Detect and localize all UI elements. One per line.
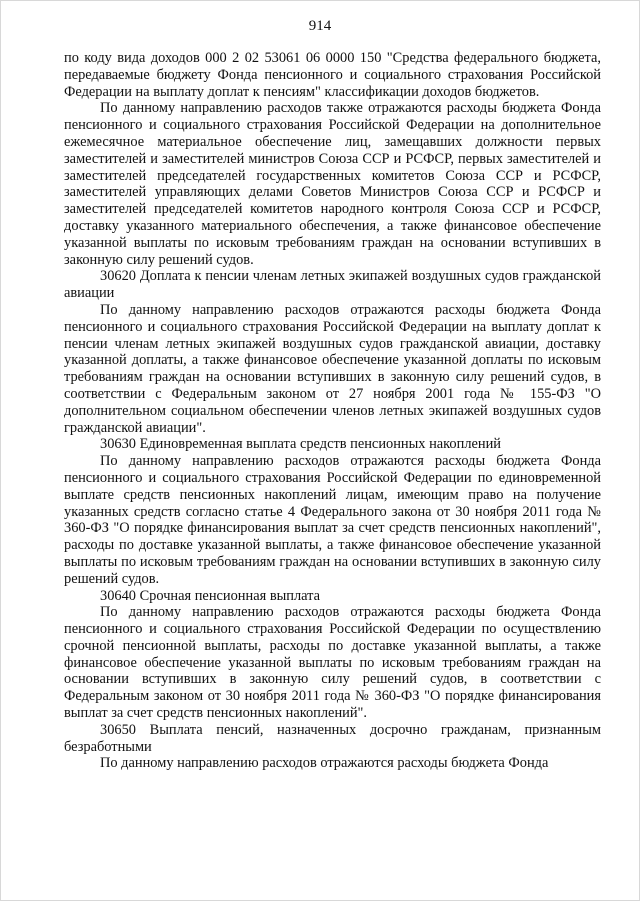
paragraph-30620-description: По данному направлению расходов отражаются расходы бюджета Фонда пенсионного и социального страхования Российской Федерации на выплату доплат к пенсии членам летных экипажей воздушных судов гражданской авиации, доставку указанной доплаты, а также финансовое обеспечение указанной доплаты по исковым требованиям граждан на основании вступивших в законную силу решений судов, в соответствии с Федеральным законом от 27 ноября 2001 года № 155-ФЗ "О дополнительном социальном обеспечении членов летных экипажей воздушных судов гражданской авиации".	[64, 301, 601, 436]
paragraph-30630-description: По данному направлению расходов отражаются расходы бюджета Фонда пенсионного и социального страхования Российской Федерации по единовременной выплате средств пенсионных накоплений лицам, имеющим право на получение указанных средств согласно статье 4 Федерального закона от 30 ноября 2011 года № 360-ФЗ "О порядке финансирования выплат за счет средств пенсионных накоплений", расходы по доставке указанной выплаты, а также финансовое обеспечение указанной выплаты по исковым требованиям граждан на основании вступивших в законную силу решений судов.	[64, 453, 601, 587]
paragraph-additional-expenses: По данному направлению расходов также отражаются расходы бюджета Фонда пенсионного и социального страхования Российской Федерации на дополнительное ежемесячное материальное обеспечение лиц, замещавших должности первых заместителей и заместителей министров Союза ССР и РСФСР, первых заместителей и заместителей председателей государственных комитетов Союза ССР и РСФСР, заместителей управляющих делами Советов Министров Союза ССР и РСФСР и заместителей председателей комитетов народного контроля Союза ССР и РСФСР, доставку указанного материального обеспечения, а также финансовое обеспечение указанной выплаты по исковым требованиям граждан на основании вступивших в законную силу решений судов.	[64, 100, 601, 268]
paragraph-30640-description: По данному направлению расходов отражаются расходы бюджета Фонда пенсионного и социального страхования Российской Федерации по осуществлению срочной пенсионной выплаты, расходы по доставке указанной выплаты, а также финансовое обеспечение указанной выплаты по исковым требованиям граждан на основании вступивших в законную силу решений судов, в соответствии с Федеральным законом от 30 ноября 2011 года № 360-ФЗ "О порядке финансирования выплат за счет средств пенсионных накоплений".	[64, 604, 601, 722]
page-number: 914	[308, 18, 332, 34]
paragraph-continuation: по коду вида доходов 000 2 02 53061 06 0000 150 "Средства федерального бюджета, передаваемые бюджету Фонда пенсионного и социального страхования Российской Федерации на выплату доплат к пенсиям" классификации доходов бюджетов.	[64, 50, 601, 100]
section-heading-30620: 30620 Доплата к пенсии членам летных экипажей воздушных судов гражданской авиации	[64, 268, 601, 302]
paragraph-30650-description: По данному направлению расходов отражаются расходы бюджета Фонда	[100, 755, 549, 772]
section-heading-30630: 30630 Единовременная выплата средств пенсионных накоплений	[100, 436, 501, 453]
section-heading-30650: 30650 Выплата пенсий, назначенных досрочно гражданам, признанным безработными	[64, 721, 601, 755]
section-heading-30640: 30640 Срочная пенсионная выплата	[100, 587, 321, 604]
document-body	[64, 50, 601, 772]
